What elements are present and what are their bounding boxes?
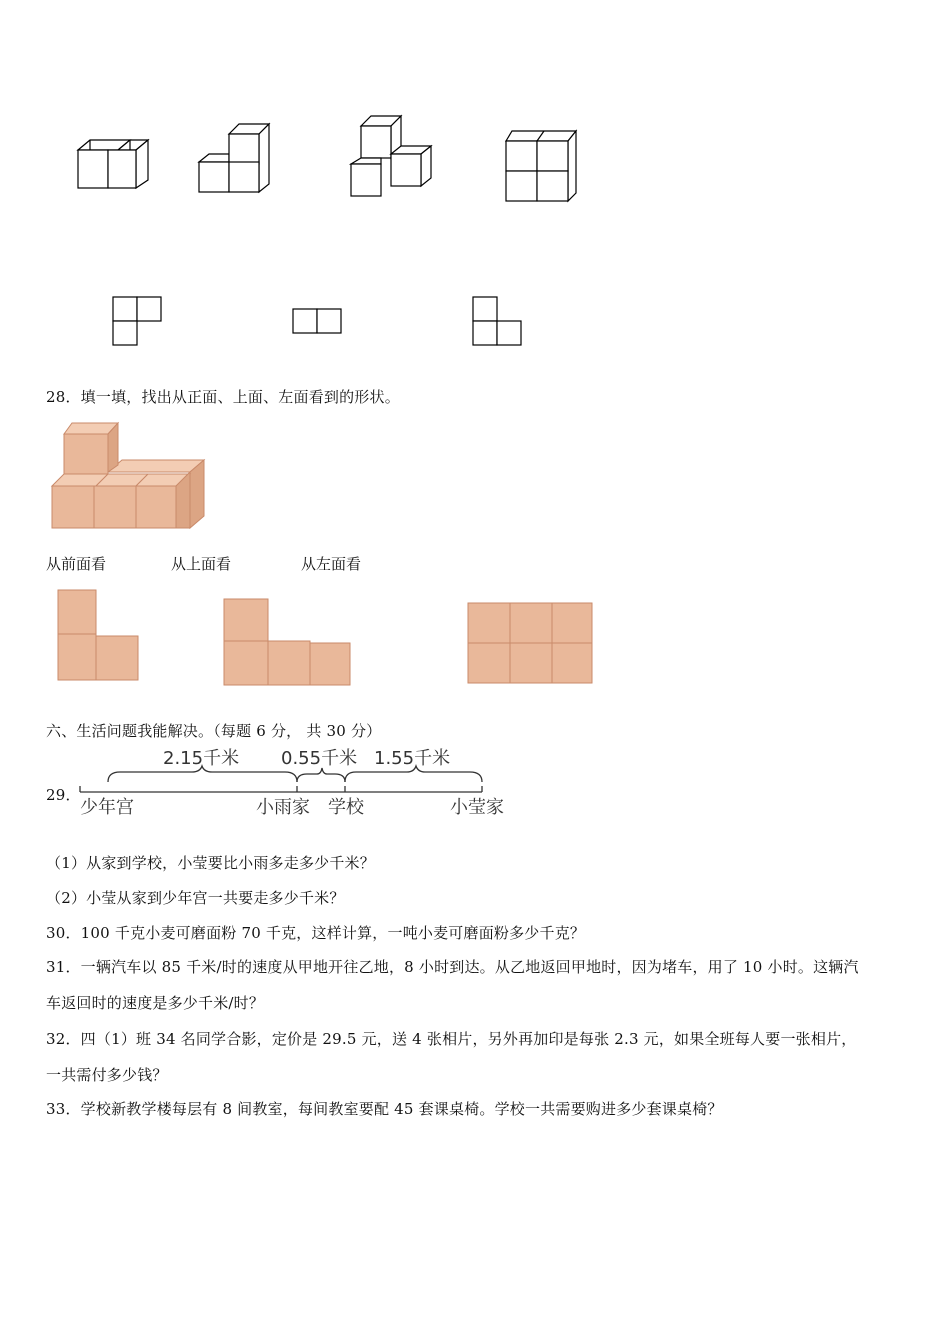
distance-label-1: 2.15千米	[163, 748, 240, 769]
label-top-view: 从上面看	[171, 555, 232, 573]
question-29-sub-1: （1）从家到学校，小莹要比小雨多走多少千米？	[46, 854, 375, 872]
cube-figure-4	[500, 125, 585, 205]
question-29-number: 29．	[46, 786, 81, 804]
section-6-heading: 六、生活问题我能解决。（每题 6 分， 共 30 分）	[46, 722, 382, 740]
cube-figure-2	[195, 120, 275, 200]
orange-view-top	[222, 597, 352, 687]
orange-block-figure	[50, 420, 210, 532]
question-33-text: 33．学校新教学楼每层有 8 间教室，每间教室要配 45 套课桌椅。学校一共需要购进多少套课桌椅？	[46, 1100, 723, 1118]
cube-figure-3	[345, 112, 440, 202]
flat-view-3	[472, 296, 524, 348]
distance-brace-line	[80, 768, 485, 796]
question-28-text: 28．填一填，找出从正面、上面、左面看到的形状。	[46, 388, 400, 406]
label-front-view: 从前面看	[46, 555, 107, 573]
question-30-text: 30．100 千克小麦可磨面粉 70 千克，这样计算，一吨小麦可磨面粉多少千克？	[46, 924, 586, 942]
question-31-line-2: 车返回时的速度是多少千米/时？	[46, 994, 265, 1012]
question-29-sub-2: （2）小莹从家到少年宫一共要走多少千米？	[46, 889, 345, 907]
question-31-line-1: 31．一辆汽车以 85 千米/时的速度从甲地开往乙地，8 小时到达。从乙地返回甲地时，因为堵车，用了 10 小时。这辆汽	[46, 958, 859, 976]
flat-view-1	[112, 296, 164, 348]
distance-label-3: 1.55千米	[374, 748, 451, 769]
place-xiaoying-home: 小莹家	[450, 797, 504, 818]
place-xiaoyu-home: 小雨家	[256, 797, 310, 818]
place-school: 学校	[328, 797, 364, 818]
question-32-line-2: 一共需付多少钱？	[46, 1066, 168, 1084]
orange-view-left	[466, 601, 594, 685]
flat-view-2	[292, 308, 344, 336]
orange-view-front	[56, 588, 142, 682]
distance-label-2: 0.55千米	[281, 748, 358, 769]
label-left-view: 从左面看	[301, 555, 362, 573]
place-youth-palace: 少年宫	[80, 797, 134, 818]
cube-figure-1	[70, 130, 160, 200]
question-32-line-1: 32．四（1）班 34 名同学合影，定价是 29.5 元，送 4 张相片，另外再加印是每张 2.3 元，如果全班每人要一张相片，	[46, 1030, 857, 1048]
